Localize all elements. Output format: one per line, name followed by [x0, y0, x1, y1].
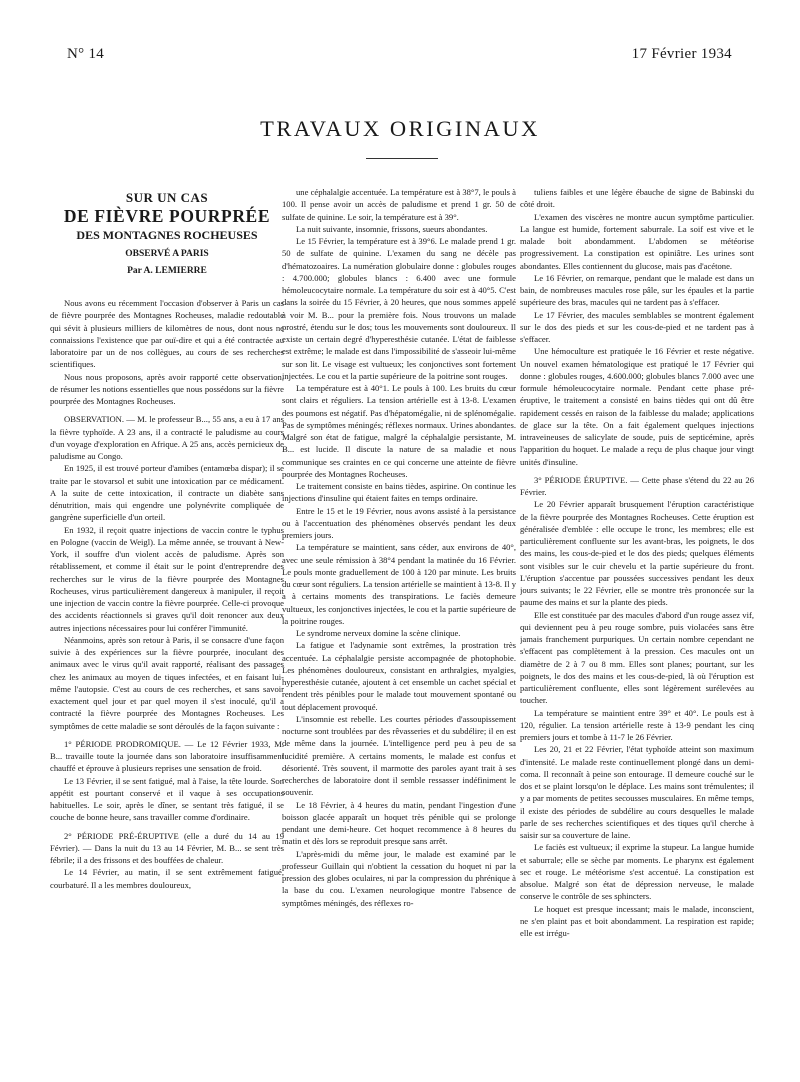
article-title-line-1: SUR UN CAS: [125, 190, 209, 205]
paragraph: 3° PÉRIODE ÉRUPTIVE. — Cette phase s'étend du 22 au 26 Février.: [520, 474, 754, 497]
paragraph: Le 20 Février apparaît brusquement l'éruption caractéristique de la fièvre pourprée des Montagnes Rocheuses. Cette éruption est généralisée d'emblée : elle occupe le tronc, les membres; elle est particulièrement confluente sur les avant-bras, les poignets, le dos des mains, les cous-de-pied et le dos des pieds; quelques éléments sont visibles sur le cuir chevelu et la partie supérieure du front. L'éruption s'accentue par poussées successives pendant les deux jours suivants; le 22 Février, elle se montre très prononcée sur la paume des mains et sur la plante des pieds.: [520, 499, 754, 608]
paragraph: En 1925, il est trouvé porteur d'amibes (entamœba dispar); il se traite par le stovarsol et subit une intoxication par ce médicament. A la suite de cette intoxication, il contracte un diabète sans dénutrition, mais qui engendre une polynévrite compliquée de gangrène superficielle d'un orteil.: [50, 463, 284, 523]
paragraph: Entre le 15 et le 19 Février, nous avons assisté à la persistance ou à l'accentuation des phénomènes observés pendant les deux premiers jours.: [282, 505, 516, 540]
paragraph: Le 13 Février, il se sent fatigué, mal à l'aise, la tête lourde. Son appétit est pourtant conservé et il vaque à ses occupations habituelles. Le soir, après le dîner, se sentant très fatigué, il se couche de bonne heure, sans travailler comme d'ordinaire.: [50, 775, 284, 823]
paragraph: Le 14 Février, au matin, il se sent extrêmement fatigué, courbaturé. Il a les membres douloureux,: [50, 867, 284, 890]
paragraph: Néanmoins, après son retour à Paris, il se consacre d'une façon suivie à des expériences sur la fièvre pourprée, inoculant des animaux avec le virus qu'il avait rapporté, réalisant des passages chez les animaux au moyen de tiques infectées, et en faisant lui-même l'autopsie. C'est au cours de ces recherches, et sans savoir exactement quel jour et par quel moyen il s'est inoculé, qu'il a contracté la fièvre pourprée des Montagnes Rocheuses. Les symptômes de cette maladie se sont déroulés de la façon suivante :: [50, 634, 284, 731]
article-column-3: [520, 186, 754, 1066]
paragraph: Le syndrome nerveux domine la scène clinique.: [296, 628, 461, 638]
article-column-1: [50, 186, 284, 1066]
paragraph: 2° PÉRIODE PRÉ-ÉRUPTIVE (elle a duré du 14 au 19 Février). — Dans la nuit du 13 au 14 Février, M. B... se sent très fébrile; il a des frissons et des bouffées de chaleur.: [50, 830, 284, 865]
paragraph: Le traitement consiste en bains tièdes, aspirine. On continue les injections d'insuline qui étaient faites en temps ordinaire.: [282, 481, 516, 504]
paragraph: Le 17 Février, des macules semblables se montrent également sur le dos des pieds et sur les cous-de-pied et ne tardent pas à s'effacer.: [520, 309, 754, 344]
paragraph: Elle est constituée par des macules d'abord d'un rouge assez vif, qui deviennent peu à peu rouge sombre, puis violacées sans être jamais franchement purpuriques. Un certain nombre cependant ne s'effacent pas complètement à la pression. Ces macules ont un diamètre de 2 à 7 ou 8 mm. Elles sont planes; pourtant, sur les poignets, le dos des mains et les cous-de-pied, là où l'éruption est particulièrement confluente, elles sont légèrement surélevées au toucher.: [520, 609, 754, 706]
issue-number: N° 14: [67, 46, 105, 62]
paragraph: Nous nous proposons, après avoir rapporté cette observation, de résumer les notions essentielles que nous possédons sur la fièvre pourprée des Montagnes Rocheuses.: [50, 371, 284, 406]
paragraph: La fatigue et l'adynamie sont extrêmes, la prostration très accentuée. La céphalalgie persiste accompagnée de photophobie. Les phénomènes douloureux, consistant en arthralgies, myalgies, hyperesthésie cutanée, ajoutent à cet ensemble un cachet spécial et rendent très pénibles pour le malade tout mouvement spontané ou tout déplacement provoqué.: [282, 640, 516, 712]
paragraph: une céphalalgie accentuée. La température est à 38°7, le pouls à 100. Il pense avoir un accès de paludisme et prend 1 gr. 50 de sulfate de quinine. Le soir, la température est à 39°.: [282, 187, 516, 222]
paragraph: Le 18 Février, à 4 heures du matin, pendant l'ingestion d'une boisson glacée apparaît un hoquet très pénible qui se prolonge pendant une demi-heure. Cet hoquet recommence à 8 heures du matin et dès lors se reproduit presque sans arrêt.: [282, 799, 516, 847]
paragraph: tuliens faibles et une légère ébauche de signe de Babinski du côté droit.: [520, 187, 754, 210]
paragraph: La nuit suivante, insomnie, frissons, sueurs abondantes.: [296, 223, 488, 234]
article-subtitle: OBSERVÉ A PARIS: [125, 249, 209, 259]
paragraph: Le hoquet est presque incessant; mais le malade, inconscient, ne s'en plaint pas et boit abondamment. La respiration est rapide; elle est irrégu-: [520, 903, 754, 938]
paragraph: L'après-midi du même jour, le malade est examiné par le professeur Guillain qui n'obtient la cessation du hoquet ni par la pression des globes oculaires, ni par la compression du phrénique à la base du cou. L'examen neurologique montre l'absence de symptômes méningés, des réflexes ro-: [282, 848, 516, 908]
paragraph: Nous avons eu récemment l'occasion d'observer à Paris un cas de fièvre pourprée des Montagnes Rocheuses, maladie redoutable qui sévit à plusieurs milliers de kilomètres de nous, dont nous ne connaissions l'existence que par ouï-dire et qui a été contractée au laboratoire par un de nos collègues, au cours de ses recherches scientifiques.: [50, 298, 284, 370]
paragraph: L'examen des viscères ne montre aucun symptôme particulier. La langue est humide, fortement saburrale. La soif est vive et le malade boit abondamment. L'abdomen se météorise progressivement. La constipation est opiniâtre. Les urines sont abondantes. Elles contiennent du glucose, mais pas d'acétone.: [520, 211, 754, 271]
paragraph: Une hémoculture est pratiquée le 16 Février et reste négative. Un nouvel examen hématologique est pratiqué le 17 Février qui donne : globules rouges, 4.600.000; globules blancs 7.000 avec une formule hémoleucocytaire normale. Pendant cette phase pré-éruptive, le traitement a consisté en bains tièdes qui ont dû être rapidement cessés en raison de la faiblesse du malade; applications de glace sur la tête. On a fait également quelques injections intraveineuses de salicylate de soude, puis de septicémine, après l'apparition du hoquet. Le malade a reçu de plus chaque jour vingt unités d'insuline.: [520, 346, 754, 467]
section-title: TRAVAUX ORIGINAUX: [260, 116, 540, 141]
paragraph: La température est à 40°1. Le pouls à 100. Les bruits du cœur sont clairs et réguliers. La tension artérielle est à 13-8. L'examen des poumons est négatif. Pas d'hépatomégalie, ni de splénomégalie. Pas de symptômes méningés; réflexes normaux. Urines abondantes. Malgré son état de fatigue, malgré la céphalalgie persistante, M. B... est lucide. Il discute la nature de sa maladie et nous communique ses craintes en ce qui concerne une atteinte de fièvre pourprée des Montagnes Rocheuses.: [282, 383, 516, 479]
paragraph: Les 20, 21 et 22 Février, l'état typhoïde atteint son maximum d'intensité. Le malade reste continuellement plongé dans un demi-coma. Il reconnaît à peine son entourage. Il demeure couché sur le dos et se plaint lorsqu'on le déplace. Les mains sont trémulentes; il y a par moments de petites secousses musculaires. En même temps, il existe des périodes de subdélire au cours desquelles le malade parle de ses recherches scientifiques et des tiques qu'il cherche à saisir sur sa couverture de laine.: [520, 744, 754, 840]
issue-date: 17 Février 1934: [631, 46, 732, 62]
paragraph: La température se maintient entre 39° et 40°. Le pouls est à 120, régulier. La tension artérielle reste à 13-9 pendant les cinq premiers jours et tombe à 11-7 le 26 Février.: [520, 707, 754, 742]
article-column-2: [282, 186, 516, 1066]
article-title-block: [50, 190, 284, 279]
paragraph: L'insomnie est rebelle. Les courtes périodes d'assoupissement nocturne sont troublées par des rêvasseries et du subdélire; il en est de même dans la journée. L'intelligence perd peu à peu de sa lucidité première. A certains moments, le malade est confus et désorienté. Très souvent, il marmotte des paroles ayant trait à ses recherches de laboratoire dont il semble ressasser indéfiniment le souvenir.: [282, 713, 516, 798]
paragraph: La température se maintient, sans céder, aux environs de 40°, avec une seule rémission à 38°4 pendant la matinée du 16 Février. Le pouls monte graduellement de 100 à 120 par minute. Les bruits du cœur sont réguliers. La tension artérielle se maintient à 13-8. Il y a à certains moments des transpirations. Le faciès demeure vultueux, les conjonctives injectées, le cou et la partie supérieure de la poitrine rouges.: [282, 542, 516, 626]
article-title-line-3: DES MONTAGNES ROCHEUSES: [76, 228, 258, 242]
paragraph: Le 15 Février, la température est à 39°6. Le malade prend 1 gr. 50 de sulfate de quinine. L'examen du sang ne décèle pas d'hématozoaires. La numération globulaire donne : globules rouges : 4.700.000; globules blancs : 6.400 avec une formule hémoleucocytaire normale. La température du soir est à 40°5. C'est dans la soirée du 15 Février, à 20 heures, que nous sommes appelé à voir M. B... pour la première fois. Nous trouvons un malade prostré, étendu sur le dos; tous les mouvements sont douloureux. Il existe un certain degré d'hyperesthésie cutanée. L'état de faiblesse est extrême; le malade est dans l'impossibilité de s'asseoir lui-même sur son lit. Le visage est vultueux; les conjonctives sont fortement injectées. Le cou et la partie supérieure de la poitrine sont rouges.: [282, 236, 516, 381]
paragraph: En 1932, il reçoit quatre injections de vaccin contre le typhus en Pologne (vaccin de Weigl). La même année, se trouvant à New-York, il souffre d'un violent accès de paludisme. Après son rétablissement, et comme il était sur le point d'entreprendre des recherches sur le virus de la fièvre pourprée des Montagnes Rocheuses, virus particulièrement dangereux à manipuler, il reçoit une injection de vaccin contre la fièvre pourprée. Celle-ci provoque des accidents réactionnels si graves qu'il doit renoncer aux deux autres injections nécessaires pour lui conférer l'immunité.: [50, 524, 284, 633]
paragraph: Le 16 Février, on remarque, pendant que le malade est dans un bain, de nombreuses macules rose pâle, sur les épaules et la partie supérieure des bras, macules qui ne tardent pas à s'effacer.: [520, 272, 754, 308]
section-rule: [366, 158, 438, 159]
paragraph: Le faciès est vultueux; il exprime la stupeur. La langue humide et saburrale; elle se sèche par moments. Le pharynx est également sec et rouge. Le météorisme s'est accentué. La constipation est absolue. Malgré son état de dépression nerveuse, le malade conserve le contrôle de ses sphincters.: [520, 842, 754, 902]
article-author: Par A. LEMIERRE: [127, 266, 207, 276]
paragraph: OBSERVATION. — M. le professeur B..., 55 ans, a eu à 17 ans la fièvre typhoïde. A 23 ans, il a contracté le paludisme au cours d'un voyage d'exploration en Afrique. A 25 ans, accès pernicieux de paludisme au Congo.: [50, 414, 284, 461]
article-title-line-2: DE FIÈVRE POURPRÉE: [63, 206, 271, 226]
paragraph: 1° PÉRIODE PRODROMIQUE. — Le 12 Février 1933, M. B... travaille toute la journée dans son laboratoire insuffisamment chauffé et éprouve à plusieurs reprises une sensation de froid.: [50, 738, 284, 774]
